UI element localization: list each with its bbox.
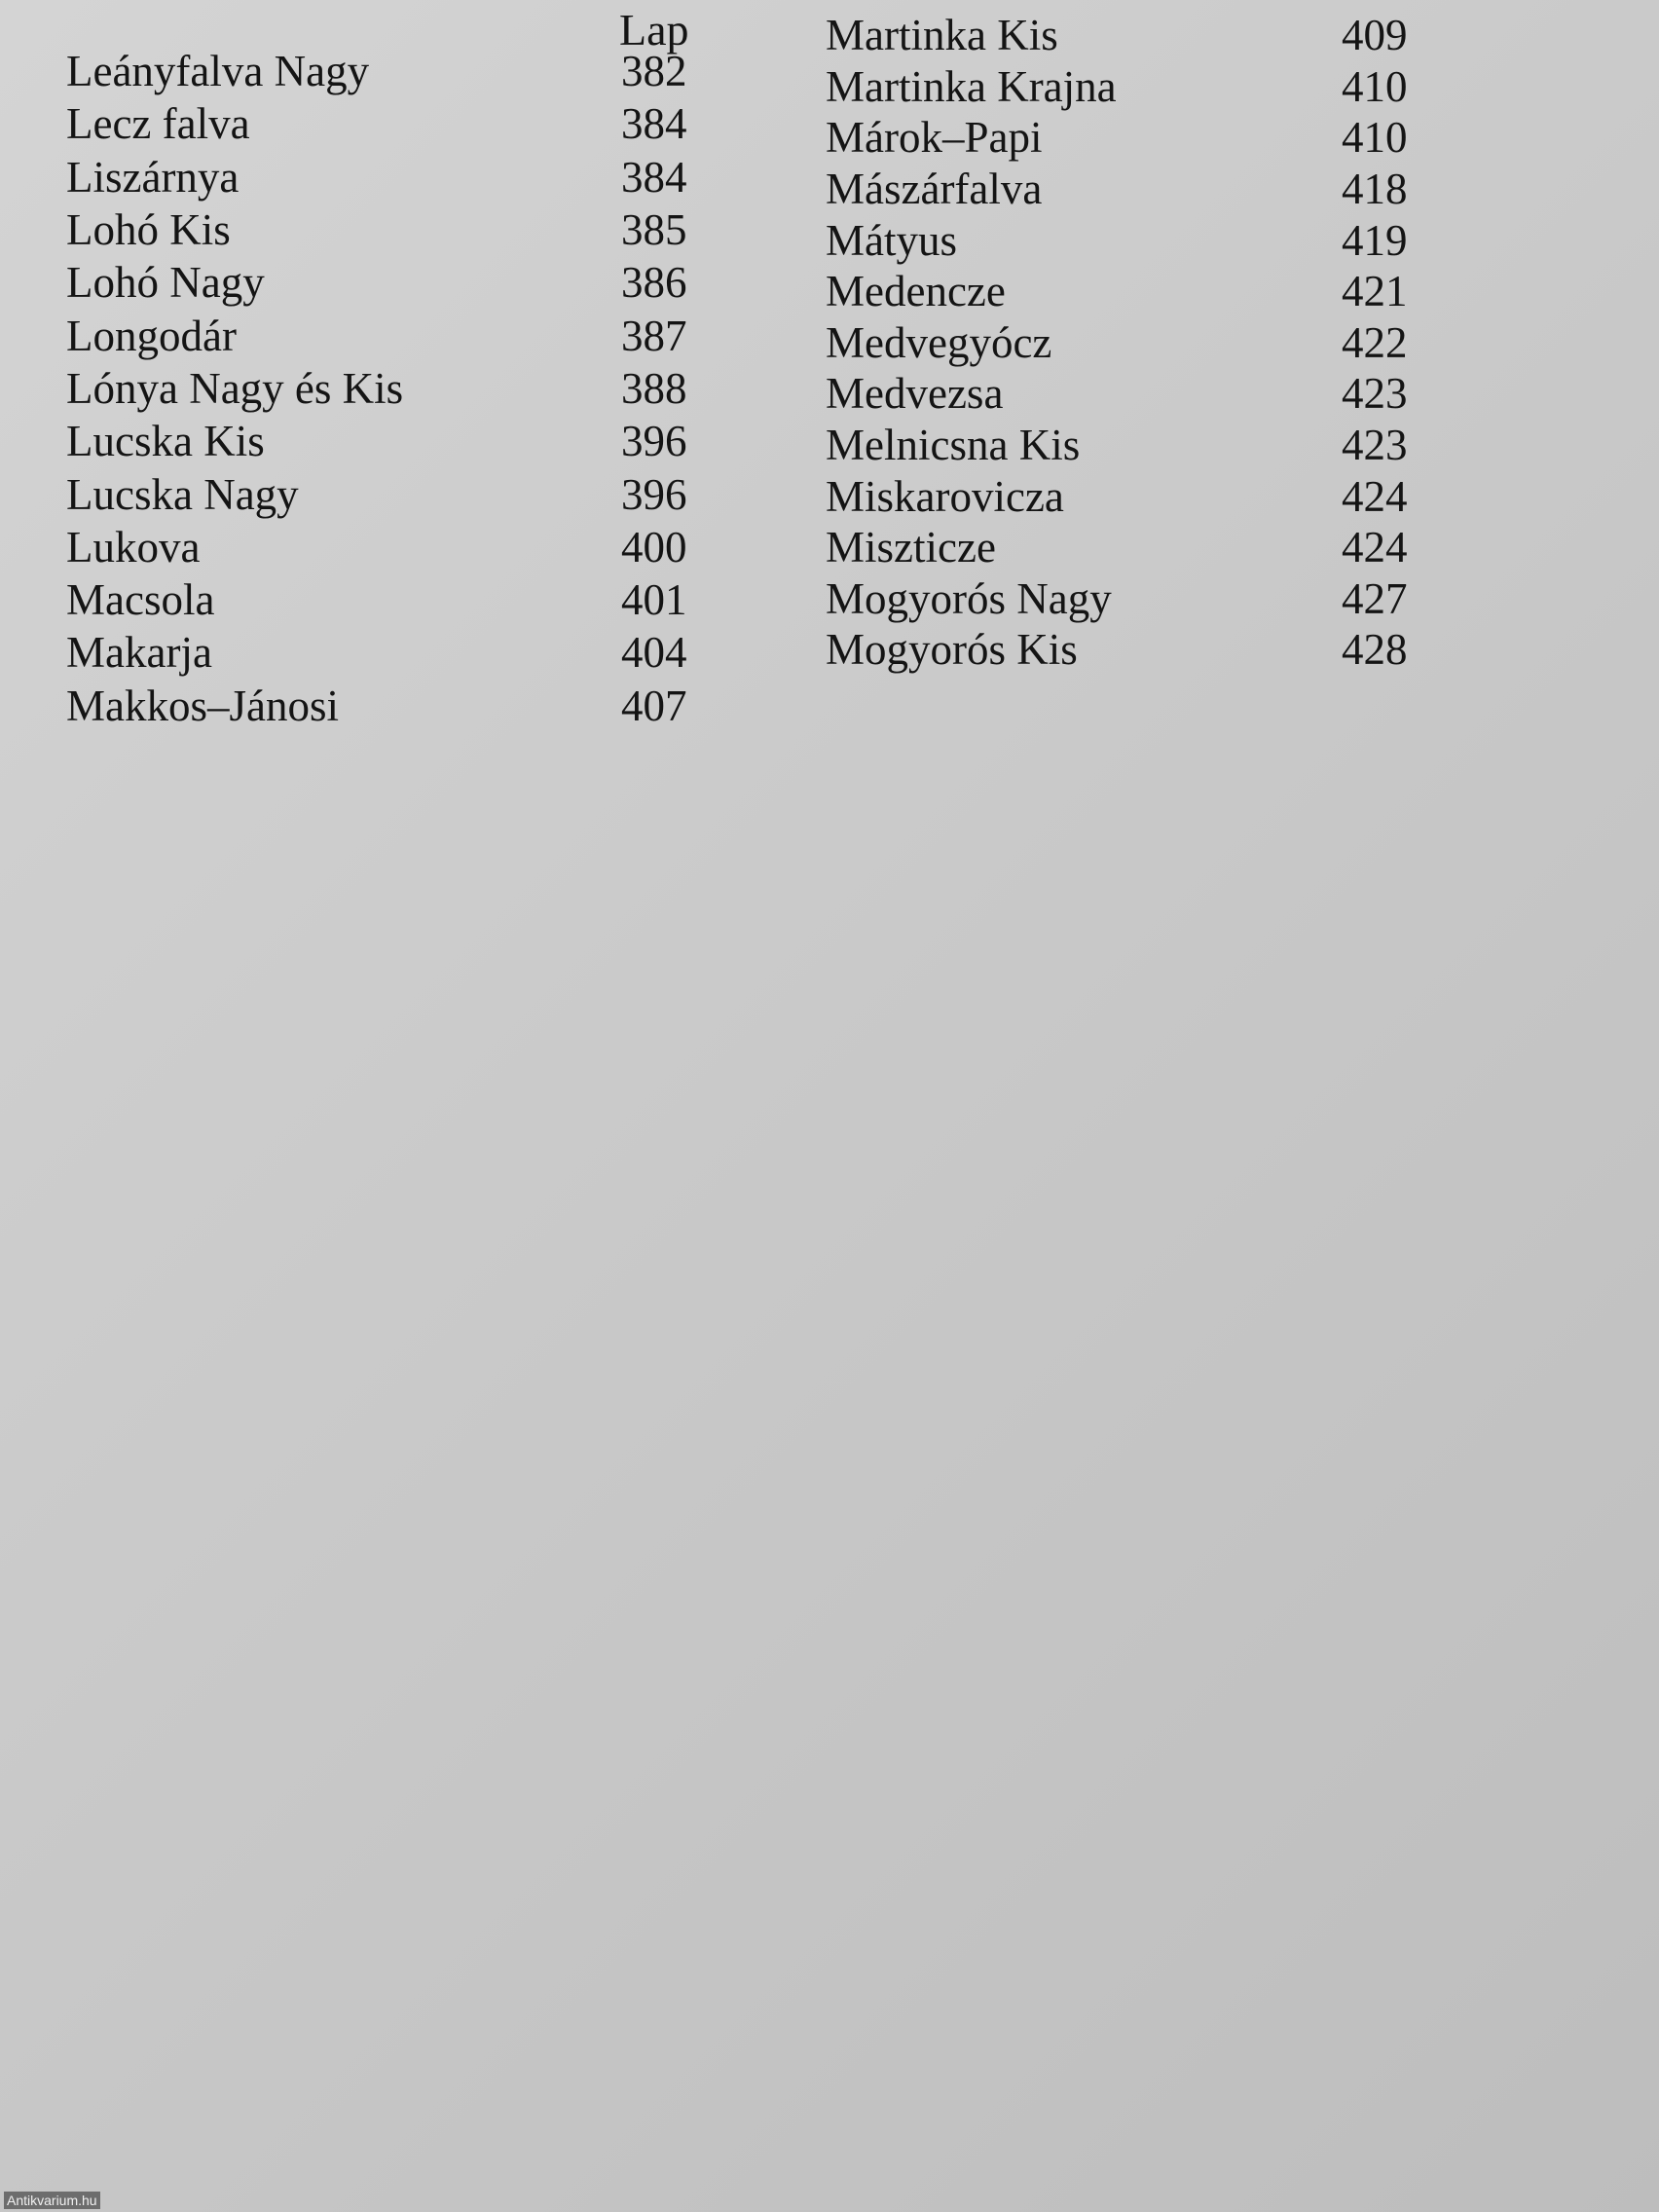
place-name: Márok–Papi [826,113,1043,163]
index-entry [826,420,1419,471]
page-number: 388 [621,363,687,413]
page-number: 421 [1342,267,1408,316]
page-number: 428 [1342,625,1408,675]
place-name: Makarja [66,628,212,678]
page-number: 404 [621,628,687,678]
page-number: 382 [621,47,687,96]
index-entry [66,45,709,97]
page-number: 409 [1342,11,1408,60]
index-entry [66,680,709,732]
place-name: Martinka Krajna [826,61,1117,111]
place-name: Melnicsna Kis [826,421,1081,470]
index-entry [66,309,709,361]
index-entry [826,624,1419,676]
index-entry [826,522,1419,573]
index-list-right [826,10,1419,676]
place-name: Lohó Kis [66,205,231,255]
page-number: 396 [621,417,687,466]
index-entry [826,61,1419,113]
page-number: 396 [621,469,687,519]
place-name: Mátyus [826,215,957,265]
page-number: 384 [621,152,687,202]
place-name: Medencze [826,267,1006,316]
page-number: 386 [621,258,687,308]
place-name: Longodár [66,311,237,360]
page-number: 387 [621,311,687,360]
place-name: Medvezsa [826,369,1004,419]
place-name: Martinka Kis [826,11,1058,60]
index-entry [66,203,709,256]
place-name: Mászárfalva [826,165,1043,214]
index-entry [66,256,709,309]
place-name: Lucska Nagy [66,469,299,519]
index-entry [66,626,709,679]
place-name: Miszticze [826,523,996,572]
page-number: 422 [1342,317,1408,367]
watermark: Antikvarium.hu [4,2192,100,2209]
index-entry [826,470,1419,522]
page-number: 401 [621,575,687,625]
page-number: 424 [1342,471,1408,521]
place-name: Macsola [66,575,215,625]
page-number: 407 [621,681,687,730]
index-entry [66,415,709,467]
index-entry [826,573,1419,625]
page-number: 418 [1342,165,1408,214]
place-name: Liszárnya [66,152,240,202]
page-number: 424 [1342,523,1408,572]
page-number: 410 [1342,61,1408,111]
page-number: 400 [621,522,687,571]
place-name: Lukova [66,522,201,571]
place-name: Leányfalva Nagy [66,47,370,96]
place-name: Lecz falva [66,99,250,149]
index-entry [826,266,1419,317]
index-entry [66,521,709,573]
index-entry [66,573,709,626]
place-name: Lohó Nagy [66,258,265,308]
page-number: 410 [1342,113,1408,163]
page-number: 427 [1342,573,1408,623]
place-name: Mogyorós Kis [826,625,1078,675]
index-entry [826,112,1419,164]
place-name: Lónya Nagy és Kis [66,363,404,413]
page-number: 419 [1342,215,1408,265]
place-name: Makkos–Jánosi [66,681,339,730]
page-column-header: Lap [619,5,689,55]
index-entry [826,10,1419,61]
page-number: 423 [1342,421,1408,470]
index-entry [66,467,709,520]
index-entry [66,362,709,415]
page-number: 385 [621,205,687,255]
index-entry [826,368,1419,420]
place-name: Mogyorós Nagy [826,573,1112,623]
index-entry [66,97,709,150]
place-name: Medvegyócz [826,317,1052,367]
index-entry [826,214,1419,266]
index-entry [826,164,1419,215]
index-entry [66,151,709,203]
page-number: 384 [621,99,687,149]
place-name: Miskarovicza [826,471,1064,521]
index-list-left [66,45,709,732]
place-name: Lucska Kis [66,417,265,466]
index-entry [826,317,1419,369]
page-number: 423 [1342,369,1408,419]
